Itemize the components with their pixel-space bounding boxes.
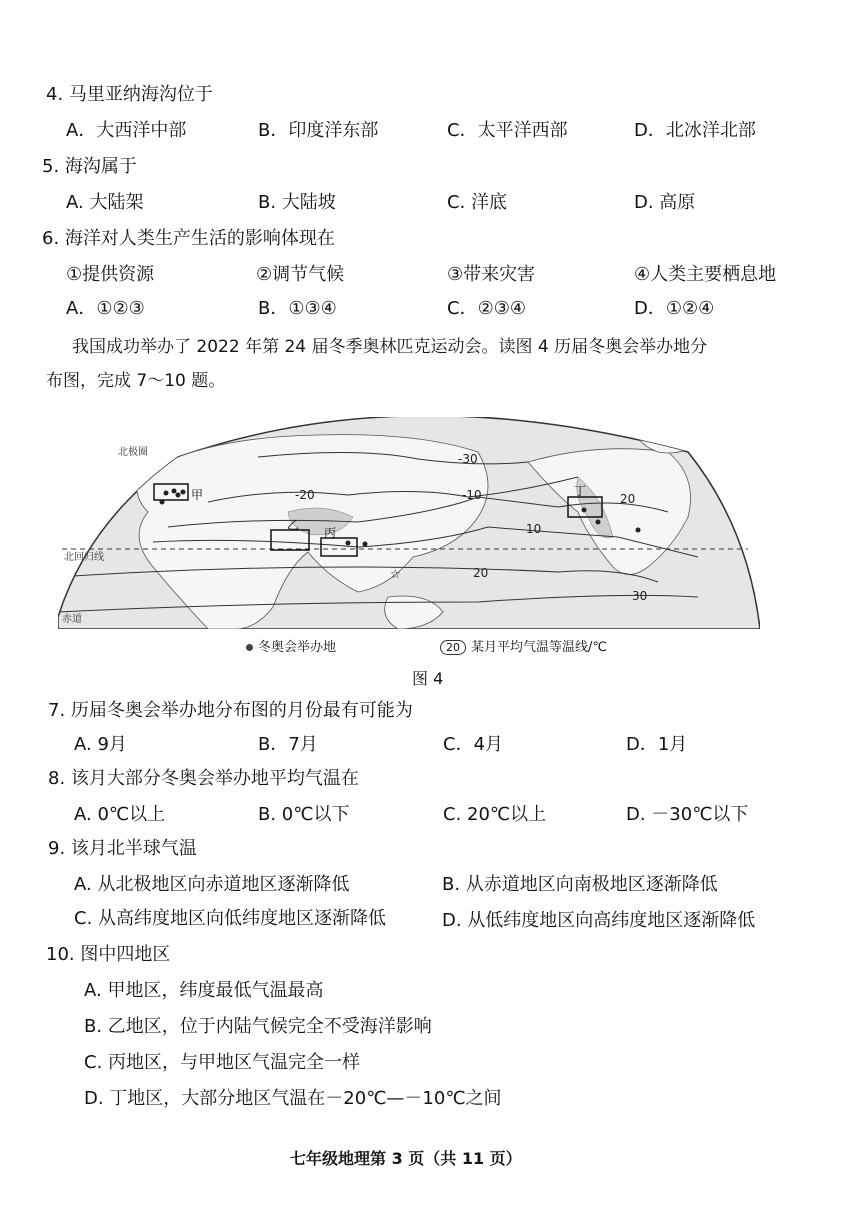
q9-option-b: B. 从赤道地区向南极地区逐渐降低 xyxy=(442,874,718,895)
legend-isotherm-label: 某月平均气温等温线/℃ xyxy=(471,640,607,655)
equator-label: 赤道 xyxy=(62,614,82,625)
q7-option-a: A. 9月 xyxy=(74,734,127,755)
legend-isotherm xyxy=(440,636,607,655)
isotherm-label-20-america: 20 xyxy=(620,492,636,506)
q4-option-b: B．印度洋东部 xyxy=(258,120,379,141)
q8-option-d: D. －30℃以下 xyxy=(626,804,749,825)
host-dot-icon xyxy=(246,644,253,651)
q7-option-c: C．4月 xyxy=(443,734,504,755)
star-marker: ☆ xyxy=(390,567,401,581)
q7-option-d: D．1月 xyxy=(626,734,688,755)
question-6-stem: 6. 海洋对人类生产生活的影响体现在 xyxy=(42,228,335,249)
q10-option-d: D. 丁地区，大部分地区气温在－20℃—－10℃之间 xyxy=(84,1088,502,1109)
q6-option-a: A．①②③ xyxy=(66,298,145,319)
q4-option-c: C．太平洋西部 xyxy=(447,120,568,141)
q6-item-3: ③带来灾害 xyxy=(447,264,536,285)
q6-option-c: C．②③④ xyxy=(447,298,526,319)
q6-item-2: ②调节气候 xyxy=(256,264,345,285)
question-9-stem: 9. 该月北半球气温 xyxy=(48,838,197,859)
host-dot xyxy=(181,490,186,495)
host-dot xyxy=(363,542,368,547)
isotherm-label-minus20: -20 xyxy=(295,488,315,502)
q5-option-b: B. 大陆坡 xyxy=(258,192,336,213)
q10-option-b: B. 乙地区，位于内陆气候完全不受海洋影响 xyxy=(84,1016,432,1037)
question-8-stem: 8. 该月大部分冬奥会举办地平均气温在 xyxy=(48,768,359,789)
q6-option-d: D．①②④ xyxy=(634,298,715,319)
q5-option-c: C. 洋底 xyxy=(447,192,508,213)
q10-option-c: C. 丙地区，与甲地区气温完全一样 xyxy=(84,1052,361,1073)
region-ding-label: 丁 xyxy=(574,484,587,498)
host-dot xyxy=(176,493,181,498)
q6-item-4: ④人类主要栖息地 xyxy=(634,264,777,285)
question-4-stem: 4. 马里亚纳海沟位于 xyxy=(46,84,213,105)
q8-option-a: A. 0℃以上 xyxy=(74,804,166,825)
q7-option-b: B．7月 xyxy=(258,734,318,755)
host-dot xyxy=(160,500,165,505)
q4-option-d: D．北冰洋北部 xyxy=(634,120,756,141)
winter-olympics-map xyxy=(58,417,760,629)
intro-line-2: 布图，完成 7～10 题。 xyxy=(46,371,226,391)
q9-option-a: A. 从北极地区向赤道地区逐渐降低 xyxy=(74,874,350,895)
isotherm-label-20-pacific: 20 xyxy=(473,566,489,580)
region-yi-label: 乙 xyxy=(287,518,300,532)
legend-host xyxy=(246,636,336,655)
figure-caption: 图 4 xyxy=(412,669,444,688)
arctic-circle-label: 北极圈 xyxy=(118,447,148,458)
q8-option-c: C. 20℃以上 xyxy=(443,804,547,825)
q5-option-a: A. 大陆架 xyxy=(66,192,144,213)
question-5-stem: 5. 海沟属于 xyxy=(42,156,137,177)
page-footer: 七年级地理第 3 页（共 11 页） xyxy=(290,1149,522,1168)
legend-host-label: 冬奥会举办地 xyxy=(258,640,337,655)
question-7-stem: 7. 历届冬奥会举办地分布图的月份最有可能为 xyxy=(48,700,413,721)
q6-option-b: B．①③④ xyxy=(258,298,337,319)
isotherm-label-30: 30 xyxy=(632,589,648,603)
host-dot xyxy=(172,489,177,494)
q9-option-c: C. 从高纬度地区向低纬度地区逐渐降低 xyxy=(74,908,387,929)
region-jia-label: 甲 xyxy=(191,488,204,502)
tropic-of-cancer-label: 北回归线 xyxy=(64,552,104,563)
region-bing-label: 丙 xyxy=(324,526,337,540)
host-dot xyxy=(582,508,587,513)
isotherm-symbol: 20 xyxy=(440,640,466,655)
q5-option-d: D. 高原 xyxy=(634,192,696,213)
q4-option-a: A．大西洋中部 xyxy=(66,120,187,141)
intro-line-1: 我国成功举办了 2022 年第 24 届冬季奥林匹克运动会。读图 4 历届冬奥会举办地分 xyxy=(72,337,708,357)
host-dot xyxy=(164,491,169,496)
q8-option-b: B. 0℃以下 xyxy=(258,804,350,825)
host-dot xyxy=(346,541,351,546)
q9-option-d: D. 从低纬度地区向高纬度地区逐渐降低 xyxy=(442,910,756,931)
isotherm-label-10: 10 xyxy=(526,522,542,536)
q6-item-1: ①提供资源 xyxy=(66,264,155,285)
isotherm-label-minus30: -30 xyxy=(458,452,478,466)
question-10-stem: 10. 图中四地区 xyxy=(46,944,171,965)
host-dot xyxy=(596,520,601,525)
host-dot xyxy=(636,528,641,533)
q10-option-a: A. 甲地区，纬度最低气温最高 xyxy=(84,980,324,1001)
isotherm-label-minus10: -10 xyxy=(462,488,482,502)
